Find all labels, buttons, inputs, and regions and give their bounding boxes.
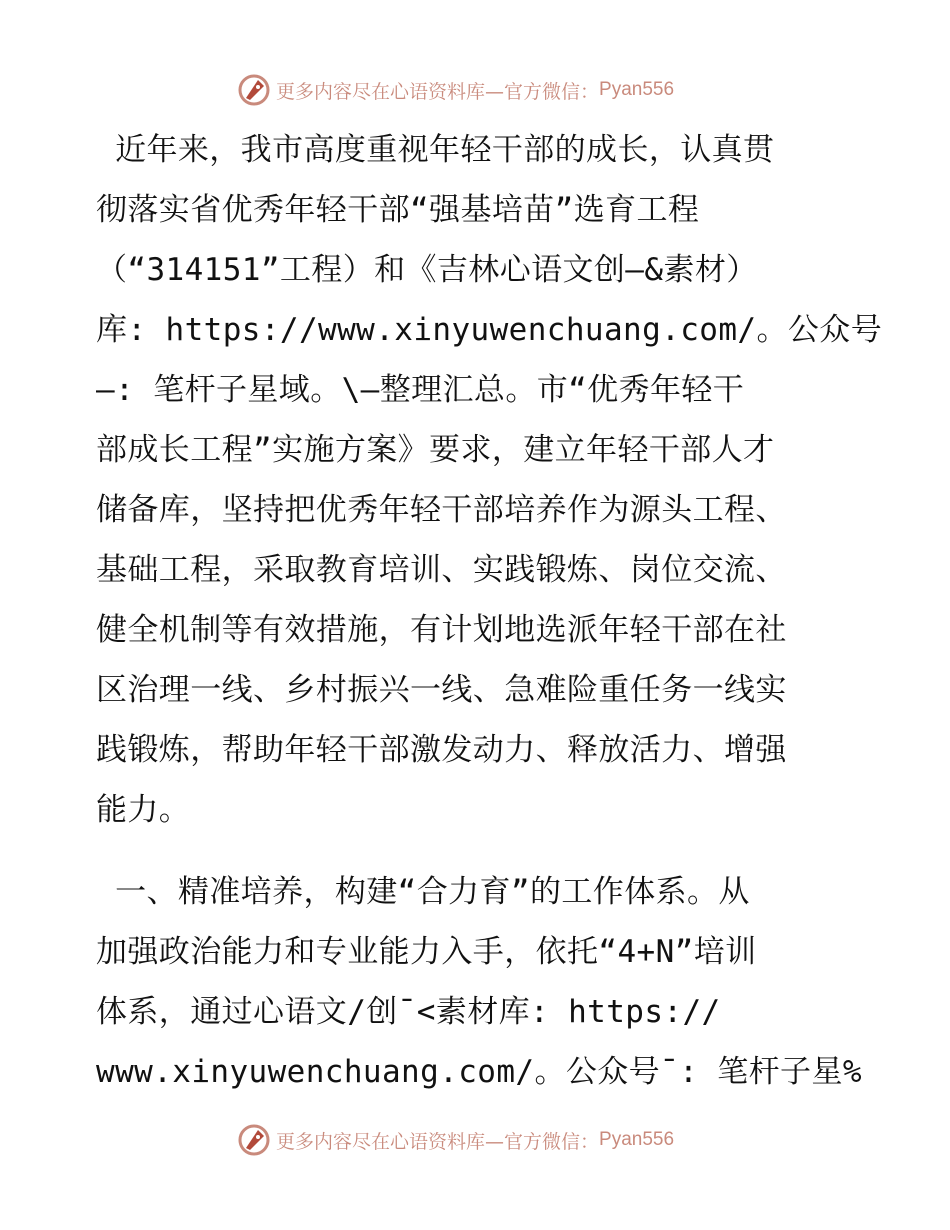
text-line: —: 笔杆子星域。\—整理汇总。市“优秀年轻干	[96, 372, 745, 408]
text-line: 库: https://www.xinyuwenchuang.com/。公众号	[96, 312, 883, 348]
footer-watermark	[236, 1120, 674, 1160]
text-line: 储备库，坚持把优秀年轻干部培养作为源头工程、	[96, 492, 787, 528]
text-line: （“314151”工程）和《吉林心语文创—&素材）	[96, 252, 758, 288]
watermark-handle: Pyan556	[599, 79, 675, 100]
text-line: 基础工程，采取教育培训、实践锻炼、岗位交流、	[96, 552, 787, 588]
text-line: 区治理一线、乡村振兴一线、急难险重任务一线实	[96, 672, 787, 708]
paragraph-gap	[96, 840, 856, 862]
text-line: 能力。	[96, 792, 191, 828]
text-line: 彻落实省优秀年轻干部“强基培苗”选育工程	[96, 192, 700, 228]
pen-nib-icon	[236, 72, 272, 108]
text-line: 健全机制等有效措施，有计划地选派年轻干部在社	[96, 612, 787, 648]
paragraph-2	[96, 862, 862, 1102]
text-line: 部成长工程”实施方案》要求，建立年轻干部人才	[96, 432, 775, 468]
text-line: 体系，通过心语文/创¯<素材库: https://	[96, 994, 721, 1030]
document-body	[96, 120, 883, 1102]
paragraph-1	[96, 120, 883, 840]
text-line: 近年来，我市高度重视年轻干部的成长，认真贯	[96, 132, 775, 168]
watermark-handle: Pyan556	[599, 1129, 675, 1150]
text-line: 一、精准培养，构建“合力育”的工作体系。从	[96, 874, 750, 910]
watermark-text: 更多内容尽在心语资料库—官方微信：	[276, 80, 600, 103]
text-line: www.xinyuwenchuang.com/。公众号¯: 笔杆子星%	[96, 1054, 862, 1090]
text-line: 践锻炼，帮助年轻干部激发动力、释放活力、增强	[96, 732, 787, 768]
header-watermark	[236, 70, 674, 110]
pen-nib-icon	[236, 1122, 272, 1158]
text-line: 加强政治能力和专业能力入手，依托“4+N”培训	[96, 934, 757, 970]
watermark-text: 更多内容尽在心语资料库—官方微信：	[276, 1130, 600, 1153]
